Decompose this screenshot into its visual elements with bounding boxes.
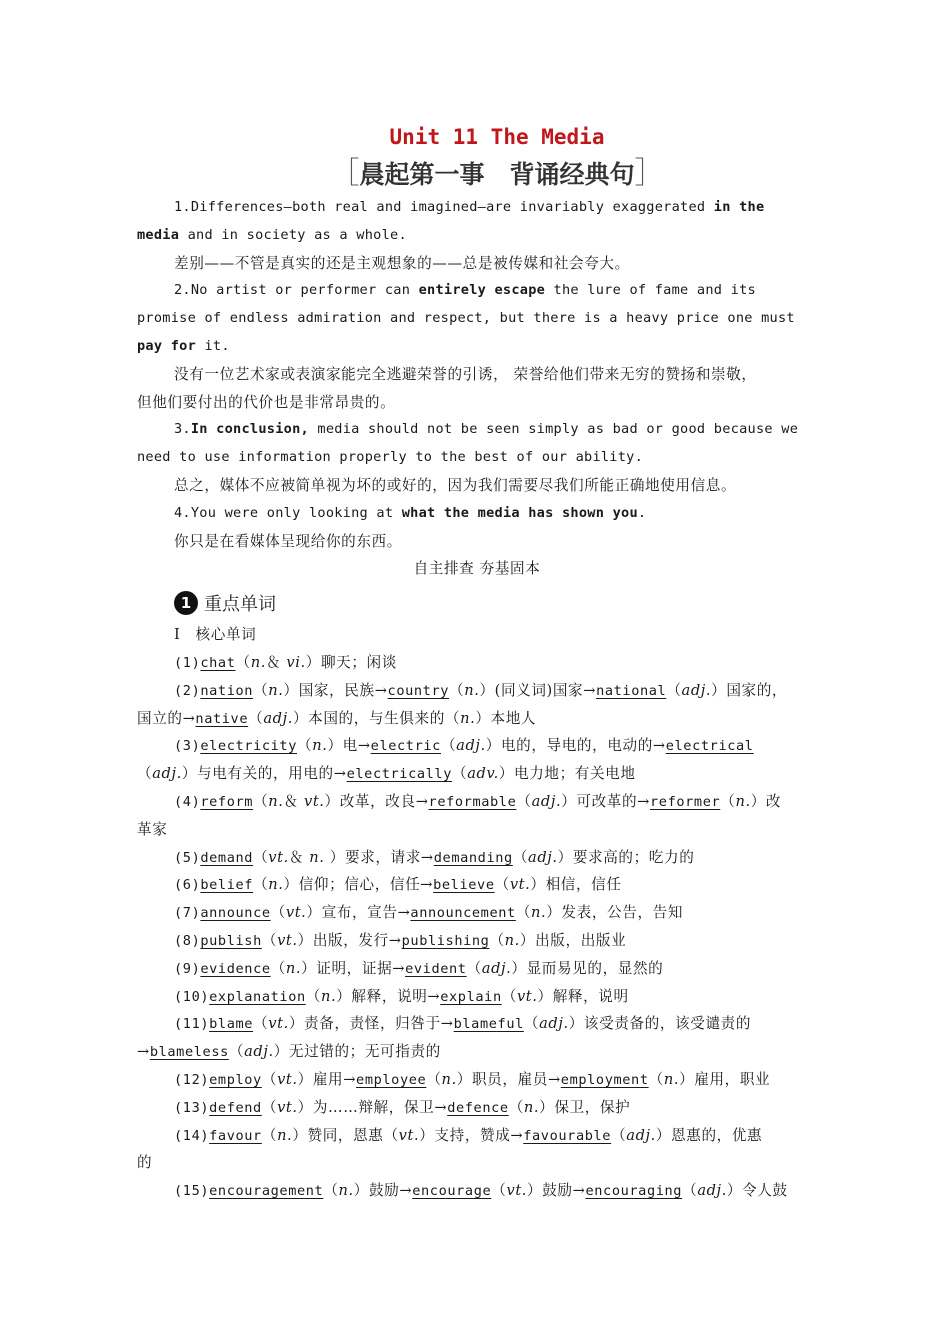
entry-number: (2) bbox=[174, 682, 201, 699]
sentence-1-en-line-2 bbox=[137, 222, 817, 250]
vocab-word: electric bbox=[370, 738, 441, 755]
part-of-speech: vt. bbox=[303, 792, 325, 810]
vocab-word: nation bbox=[200, 682, 254, 699]
part-of-speech: vt. bbox=[509, 876, 531, 894]
vocab-word: evident bbox=[405, 960, 467, 977]
vocab-word: announce bbox=[200, 905, 271, 922]
vocab-word: electrical bbox=[665, 738, 754, 755]
vocab-word: reformable bbox=[428, 793, 517, 810]
text-run: ）解释，说明→ bbox=[336, 987, 441, 1005]
word-entry-3 bbox=[137, 732, 817, 760]
text-run: （ bbox=[449, 681, 465, 699]
vocab-word: favour bbox=[209, 1127, 262, 1144]
entry-number: (5) bbox=[174, 849, 201, 866]
text-run: ＆ bbox=[288, 848, 310, 866]
vocab-word: blameful bbox=[453, 1016, 524, 1033]
word-entry-1 bbox=[137, 649, 817, 677]
sentence-2-zh-line-2: 但他们要付出的代价也是非常昂贵的。 bbox=[137, 393, 396, 411]
text-run: （ bbox=[682, 1182, 698, 1200]
text-run: （ bbox=[228, 1043, 245, 1061]
text-run: ）发表，公告，告知 bbox=[546, 904, 684, 922]
section-title: 重点单词 bbox=[204, 594, 276, 616]
part-of-speech: vt. bbox=[277, 931, 298, 949]
vocab-word: evidence bbox=[200, 960, 271, 977]
text-run: ）恩惠的，优惠 bbox=[655, 1126, 763, 1144]
text-run: （ bbox=[452, 765, 468, 783]
text-run: （ bbox=[253, 681, 269, 699]
entry-number: (13) bbox=[174, 1099, 210, 1116]
part-of-speech: n. bbox=[663, 1070, 680, 1088]
text-run: （ bbox=[515, 904, 532, 922]
text-run: （ bbox=[508, 1098, 524, 1116]
word-entry-14 bbox=[137, 1122, 817, 1150]
text-run: ）本国的，与生俱来的（ bbox=[292, 709, 461, 727]
text-run: 2.No artist or performer can bbox=[174, 282, 419, 299]
word-entry-2 bbox=[137, 677, 817, 705]
part-of-speech: adv. bbox=[467, 765, 499, 783]
text-run: ）职员，雇员→ bbox=[456, 1070, 561, 1088]
text-run: ）无过错的；无可指责的 bbox=[273, 1043, 441, 1061]
text-run: ）该受责备的，该受谴责的 bbox=[568, 1015, 752, 1033]
vocab-word: publish bbox=[200, 932, 262, 949]
part-of-speech: vt. bbox=[277, 1098, 298, 1116]
part-of-speech: n. bbox=[268, 792, 284, 810]
text-run: 1.Differences—both real and imagined—are invariably exaggerated bbox=[174, 199, 714, 215]
text-run: ）可改革的→ bbox=[561, 792, 650, 810]
section-number-badge: 1 bbox=[174, 591, 198, 615]
part-of-speech: vt. bbox=[268, 1015, 289, 1033]
vocab-word: blameless bbox=[149, 1044, 229, 1061]
vocab-word: employee bbox=[356, 1071, 427, 1088]
entry-number: (15) bbox=[174, 1183, 210, 1200]
text-run: （ bbox=[305, 987, 321, 1005]
section-intro: 自主排查 夯基固本 bbox=[413, 560, 541, 578]
text-run: 3. bbox=[174, 421, 191, 438]
text-run: （ bbox=[270, 959, 286, 977]
part-of-speech: vt. bbox=[277, 1070, 298, 1088]
sentence-3-en-line-1 bbox=[137, 416, 817, 444]
text-run: → bbox=[137, 1043, 150, 1061]
entry-number: (8) bbox=[174, 932, 201, 949]
part-of-speech: adj. bbox=[626, 1126, 656, 1144]
vocab-word: explanation bbox=[209, 988, 306, 1005]
vocab-word: demand bbox=[200, 849, 254, 866]
word-entry-4 bbox=[137, 788, 817, 816]
text-run: ）雇用→ bbox=[297, 1070, 357, 1088]
part-of-speech: n. bbox=[268, 681, 284, 699]
text-run: （ bbox=[261, 1126, 278, 1144]
vocab-word: defend bbox=[209, 1099, 262, 1116]
text-run: ）(同义词)国家→ bbox=[479, 681, 597, 699]
sentence-1-en-line-1 bbox=[137, 194, 817, 222]
part-of-speech: n. bbox=[277, 1126, 293, 1144]
text-run: ）要求高的；吃力的 bbox=[557, 848, 695, 866]
text-run: （ bbox=[137, 765, 153, 783]
key-phrase: what the media has shown you bbox=[401, 504, 638, 521]
text-run: （ bbox=[253, 792, 269, 810]
text-run: ）雇用，职业 bbox=[679, 1070, 771, 1088]
vocab-word: encourage bbox=[412, 1183, 492, 1200]
text-run: ）宣布，宣告→ bbox=[306, 904, 411, 922]
banner-bracket-right: ］ bbox=[634, 156, 665, 191]
word-entry-11 bbox=[137, 1010, 817, 1038]
vocab-word: defence bbox=[447, 1099, 509, 1116]
part-of-speech: n. bbox=[504, 931, 520, 949]
text-run: ）本地人 bbox=[475, 709, 537, 727]
text-run: and in society as a whole. bbox=[179, 226, 407, 243]
key-phrase: media bbox=[137, 226, 180, 243]
vocab-word: explain bbox=[440, 988, 502, 1005]
part-of-speech: n. bbox=[320, 987, 337, 1005]
part-of-speech: n. bbox=[523, 1098, 540, 1116]
section-banner bbox=[177, 154, 817, 194]
part-of-speech: vt. bbox=[268, 848, 289, 866]
part-of-speech: vt. bbox=[398, 1126, 420, 1144]
word-entry-5 bbox=[137, 844, 817, 872]
vocab-word: believe bbox=[433, 877, 495, 894]
vocab-word: encouraging bbox=[585, 1183, 683, 1200]
vocab-word: electricity bbox=[200, 738, 297, 755]
key-phrase: In conclusion, bbox=[190, 421, 309, 438]
word-entry-14-cont: 的 bbox=[137, 1154, 153, 1172]
part-of-speech: n. bbox=[285, 959, 302, 977]
part-of-speech: vi. bbox=[286, 653, 306, 671]
text-run: ）信仰；信心，信任→ bbox=[283, 876, 434, 894]
text-run: （ bbox=[720, 792, 736, 810]
part-of-speech: n. bbox=[735, 792, 751, 810]
entry-number: (10) bbox=[174, 988, 210, 1005]
vocab-word: reformer bbox=[650, 793, 721, 810]
word-entry-8 bbox=[137, 927, 817, 955]
part-of-speech: adj. bbox=[481, 959, 512, 977]
text-run: ）出版，发行→ bbox=[297, 931, 402, 949]
vocab-word: country bbox=[387, 682, 450, 699]
text-run: （ bbox=[489, 931, 505, 949]
part-of-speech: adj. bbox=[531, 792, 562, 810]
sentence-2-en-line-2: promise of endless admiration and respect, but there is a heavy price one must bbox=[137, 310, 795, 327]
text-run: （ bbox=[648, 1070, 664, 1088]
word-entry-3-cont bbox=[137, 760, 817, 788]
text-run: ）责备，责怪，归咎于→ bbox=[288, 1015, 454, 1033]
vocab-word: publishing bbox=[401, 932, 490, 949]
part-of-speech: adj. bbox=[697, 1182, 727, 1200]
unit-title: Unit 11 The Media bbox=[389, 125, 605, 149]
text-run: （ bbox=[297, 737, 313, 755]
word-entry-11-cont bbox=[137, 1038, 817, 1066]
sentence-2-zh-line-1: 没有一位艺术家或表演家能完全逃避荣誉的引诱， 荣誉给他们带来无穷的赞扬和崇敬， bbox=[174, 365, 757, 383]
sentence-3-en-line-2: need to use information properly to the best of our ability. bbox=[137, 449, 644, 466]
text-run: ）电→ bbox=[327, 737, 371, 755]
vocab-word: favourable bbox=[523, 1127, 612, 1144]
sentence-2-en-line-1 bbox=[137, 277, 817, 305]
key-phrase: pay for bbox=[137, 337, 197, 354]
text-run: ）鼓励→ bbox=[527, 1182, 586, 1200]
text-run: （ bbox=[248, 709, 264, 727]
text-run: （ bbox=[426, 1070, 442, 1088]
part-of-speech: n. bbox=[338, 1182, 354, 1200]
text-run: （ bbox=[512, 848, 529, 866]
text-run: （ bbox=[270, 904, 286, 922]
sentence-2-en-line-3 bbox=[137, 333, 817, 361]
part-of-speech: vt. bbox=[516, 987, 538, 1005]
text-run: （ bbox=[261, 1098, 278, 1116]
banner-text: 晨起第一事 背诵经典句 bbox=[359, 160, 635, 189]
text-run: ）国家，民族→ bbox=[283, 681, 388, 699]
sentence-1-zh: 差别——不管是真实的还是主观想象的——总是被传媒和社会夸大。 bbox=[174, 254, 630, 272]
word-entry-10 bbox=[137, 983, 817, 1011]
word-entry-4-cont: 革家 bbox=[137, 820, 168, 838]
part-of-speech: n. bbox=[309, 848, 325, 866]
part-of-speech: n. bbox=[441, 1070, 457, 1088]
text-run: （ bbox=[253, 1015, 269, 1033]
vocab-word: reform bbox=[200, 793, 254, 810]
sentence-4-en-line-1 bbox=[137, 500, 817, 528]
vocab-word: employ bbox=[209, 1071, 262, 1088]
word-entry-2-cont bbox=[137, 705, 817, 733]
text-run: ）令人鼓 bbox=[726, 1182, 788, 1200]
text-run: ）改 bbox=[750, 792, 782, 810]
text-run: ＆ bbox=[265, 653, 287, 671]
word-entry-13 bbox=[137, 1094, 817, 1122]
entry-number: (11) bbox=[174, 1016, 210, 1033]
part-of-speech: adj. bbox=[539, 1015, 569, 1033]
text-run: （ bbox=[253, 876, 269, 894]
vocab-word: national bbox=[596, 682, 667, 699]
text-run: it. bbox=[196, 337, 230, 354]
text-run: ）保卫，保护 bbox=[539, 1098, 631, 1116]
text-run: ）为……辩解，保卫→ bbox=[297, 1098, 448, 1116]
text-run: （ bbox=[235, 653, 251, 671]
text-run: ）解释，说明 bbox=[537, 987, 629, 1005]
text-run: ）显而易见的，显然的 bbox=[511, 959, 664, 977]
text-run: （ bbox=[253, 848, 269, 866]
key-phrase: in the bbox=[713, 199, 765, 215]
key-phrase: entirely escape bbox=[418, 282, 546, 299]
part-of-speech: vt. bbox=[506, 1182, 528, 1200]
word-entry-7 bbox=[137, 899, 817, 927]
entry-number: (9) bbox=[174, 960, 201, 977]
part-of-speech: vt. bbox=[285, 904, 307, 922]
part-of-speech: n. bbox=[460, 709, 476, 727]
banner-bracket-left: ［ bbox=[329, 156, 360, 191]
text-run: （ bbox=[261, 931, 278, 949]
text-run: ）与电有关的，用电的→ bbox=[181, 765, 347, 783]
page-content bbox=[137, 120, 817, 1205]
text-run: ）要求，请求→ bbox=[324, 848, 434, 866]
word-entry-12 bbox=[137, 1066, 817, 1094]
entry-number: (6) bbox=[174, 877, 201, 894]
part-of-speech: n. bbox=[312, 737, 328, 755]
vocab-word: announcement bbox=[410, 905, 516, 922]
part-of-speech: adj. bbox=[456, 737, 486, 755]
text-run: ）赞同，恩惠（ bbox=[292, 1126, 399, 1144]
section-heading bbox=[174, 585, 817, 621]
text-run: media should not be seen simply as bad or good because we bbox=[308, 421, 799, 438]
word-entry-6 bbox=[137, 871, 817, 899]
text-run: . bbox=[637, 504, 647, 521]
text-run: （ bbox=[261, 1070, 278, 1088]
word-entry-9 bbox=[137, 955, 817, 983]
vocab-word: chat bbox=[200, 654, 236, 671]
part-of-speech: adj. bbox=[263, 709, 293, 727]
text-run: ）聊天；闲谈 bbox=[305, 653, 397, 671]
text-run: （ bbox=[323, 1182, 339, 1200]
part-of-speech: adj. bbox=[152, 765, 182, 783]
text-run: ）相信，信任 bbox=[530, 876, 622, 894]
text-run: （ bbox=[523, 1015, 540, 1033]
text-run: （ bbox=[516, 792, 532, 810]
word-entry-15 bbox=[137, 1177, 817, 1205]
entry-number: (7) bbox=[174, 905, 201, 922]
text-run: ）鼓励→ bbox=[353, 1182, 413, 1200]
text-run: ）支持，赞成→ bbox=[419, 1126, 524, 1144]
text-run: ）改革，改良→ bbox=[324, 792, 429, 810]
entry-number: (4) bbox=[174, 793, 201, 810]
text-run: ＆ bbox=[283, 792, 304, 810]
part-of-speech: n. bbox=[268, 876, 284, 894]
text-run: 4.You were only looking at bbox=[174, 504, 402, 521]
text-run: （ bbox=[611, 1126, 627, 1144]
text-run: ）电力地；有关电地 bbox=[498, 765, 636, 783]
text-run: （ bbox=[494, 876, 510, 894]
vocab-word: encouragement bbox=[209, 1183, 324, 1200]
text-run: ）国家的， bbox=[711, 681, 788, 699]
text-run: ）出版，出版业 bbox=[519, 931, 627, 949]
sentence-3-zh: 总之，媒体不应被简单视为坏的或好的，因为我们需要尽我们所能正确地使用信息。 bbox=[174, 476, 737, 494]
sentence-4-zh: 你只是在看媒体呈现给你的东西。 bbox=[174, 532, 402, 550]
vocab-word: demanding bbox=[433, 849, 513, 866]
entry-number: (12) bbox=[174, 1071, 210, 1088]
text-run: （ bbox=[440, 737, 457, 755]
part-of-speech: n. bbox=[531, 904, 547, 922]
text-run: （ bbox=[491, 1182, 507, 1200]
entry-number: (14) bbox=[174, 1127, 210, 1144]
text-run: 国立的→ bbox=[137, 709, 196, 727]
part-of-speech: adj. bbox=[528, 848, 558, 866]
part-of-speech: n. bbox=[464, 681, 480, 699]
vocab-word: electrically bbox=[346, 766, 453, 783]
text-run: （ bbox=[666, 681, 682, 699]
text-run: ）电的，导电的，电动的→ bbox=[485, 737, 666, 755]
part-of-speech: adj. bbox=[681, 681, 712, 699]
part-of-speech: adj. bbox=[244, 1043, 274, 1061]
text-run: （ bbox=[466, 959, 482, 977]
part-of-speech: n. bbox=[250, 653, 266, 671]
entry-number: (1) bbox=[174, 654, 201, 671]
vocab-word: blame bbox=[209, 1016, 254, 1033]
entry-number: (3) bbox=[174, 738, 201, 755]
subsection-title: Ⅰ 核心单词 bbox=[174, 626, 257, 644]
text-run: the lure of fame and its bbox=[545, 282, 756, 299]
vocab-word: employment bbox=[560, 1071, 649, 1088]
text-run: ）证明，证据→ bbox=[301, 959, 406, 977]
vocab-word: native bbox=[195, 710, 249, 727]
text-run: （ bbox=[501, 987, 517, 1005]
vocab-word: belief bbox=[200, 877, 254, 894]
